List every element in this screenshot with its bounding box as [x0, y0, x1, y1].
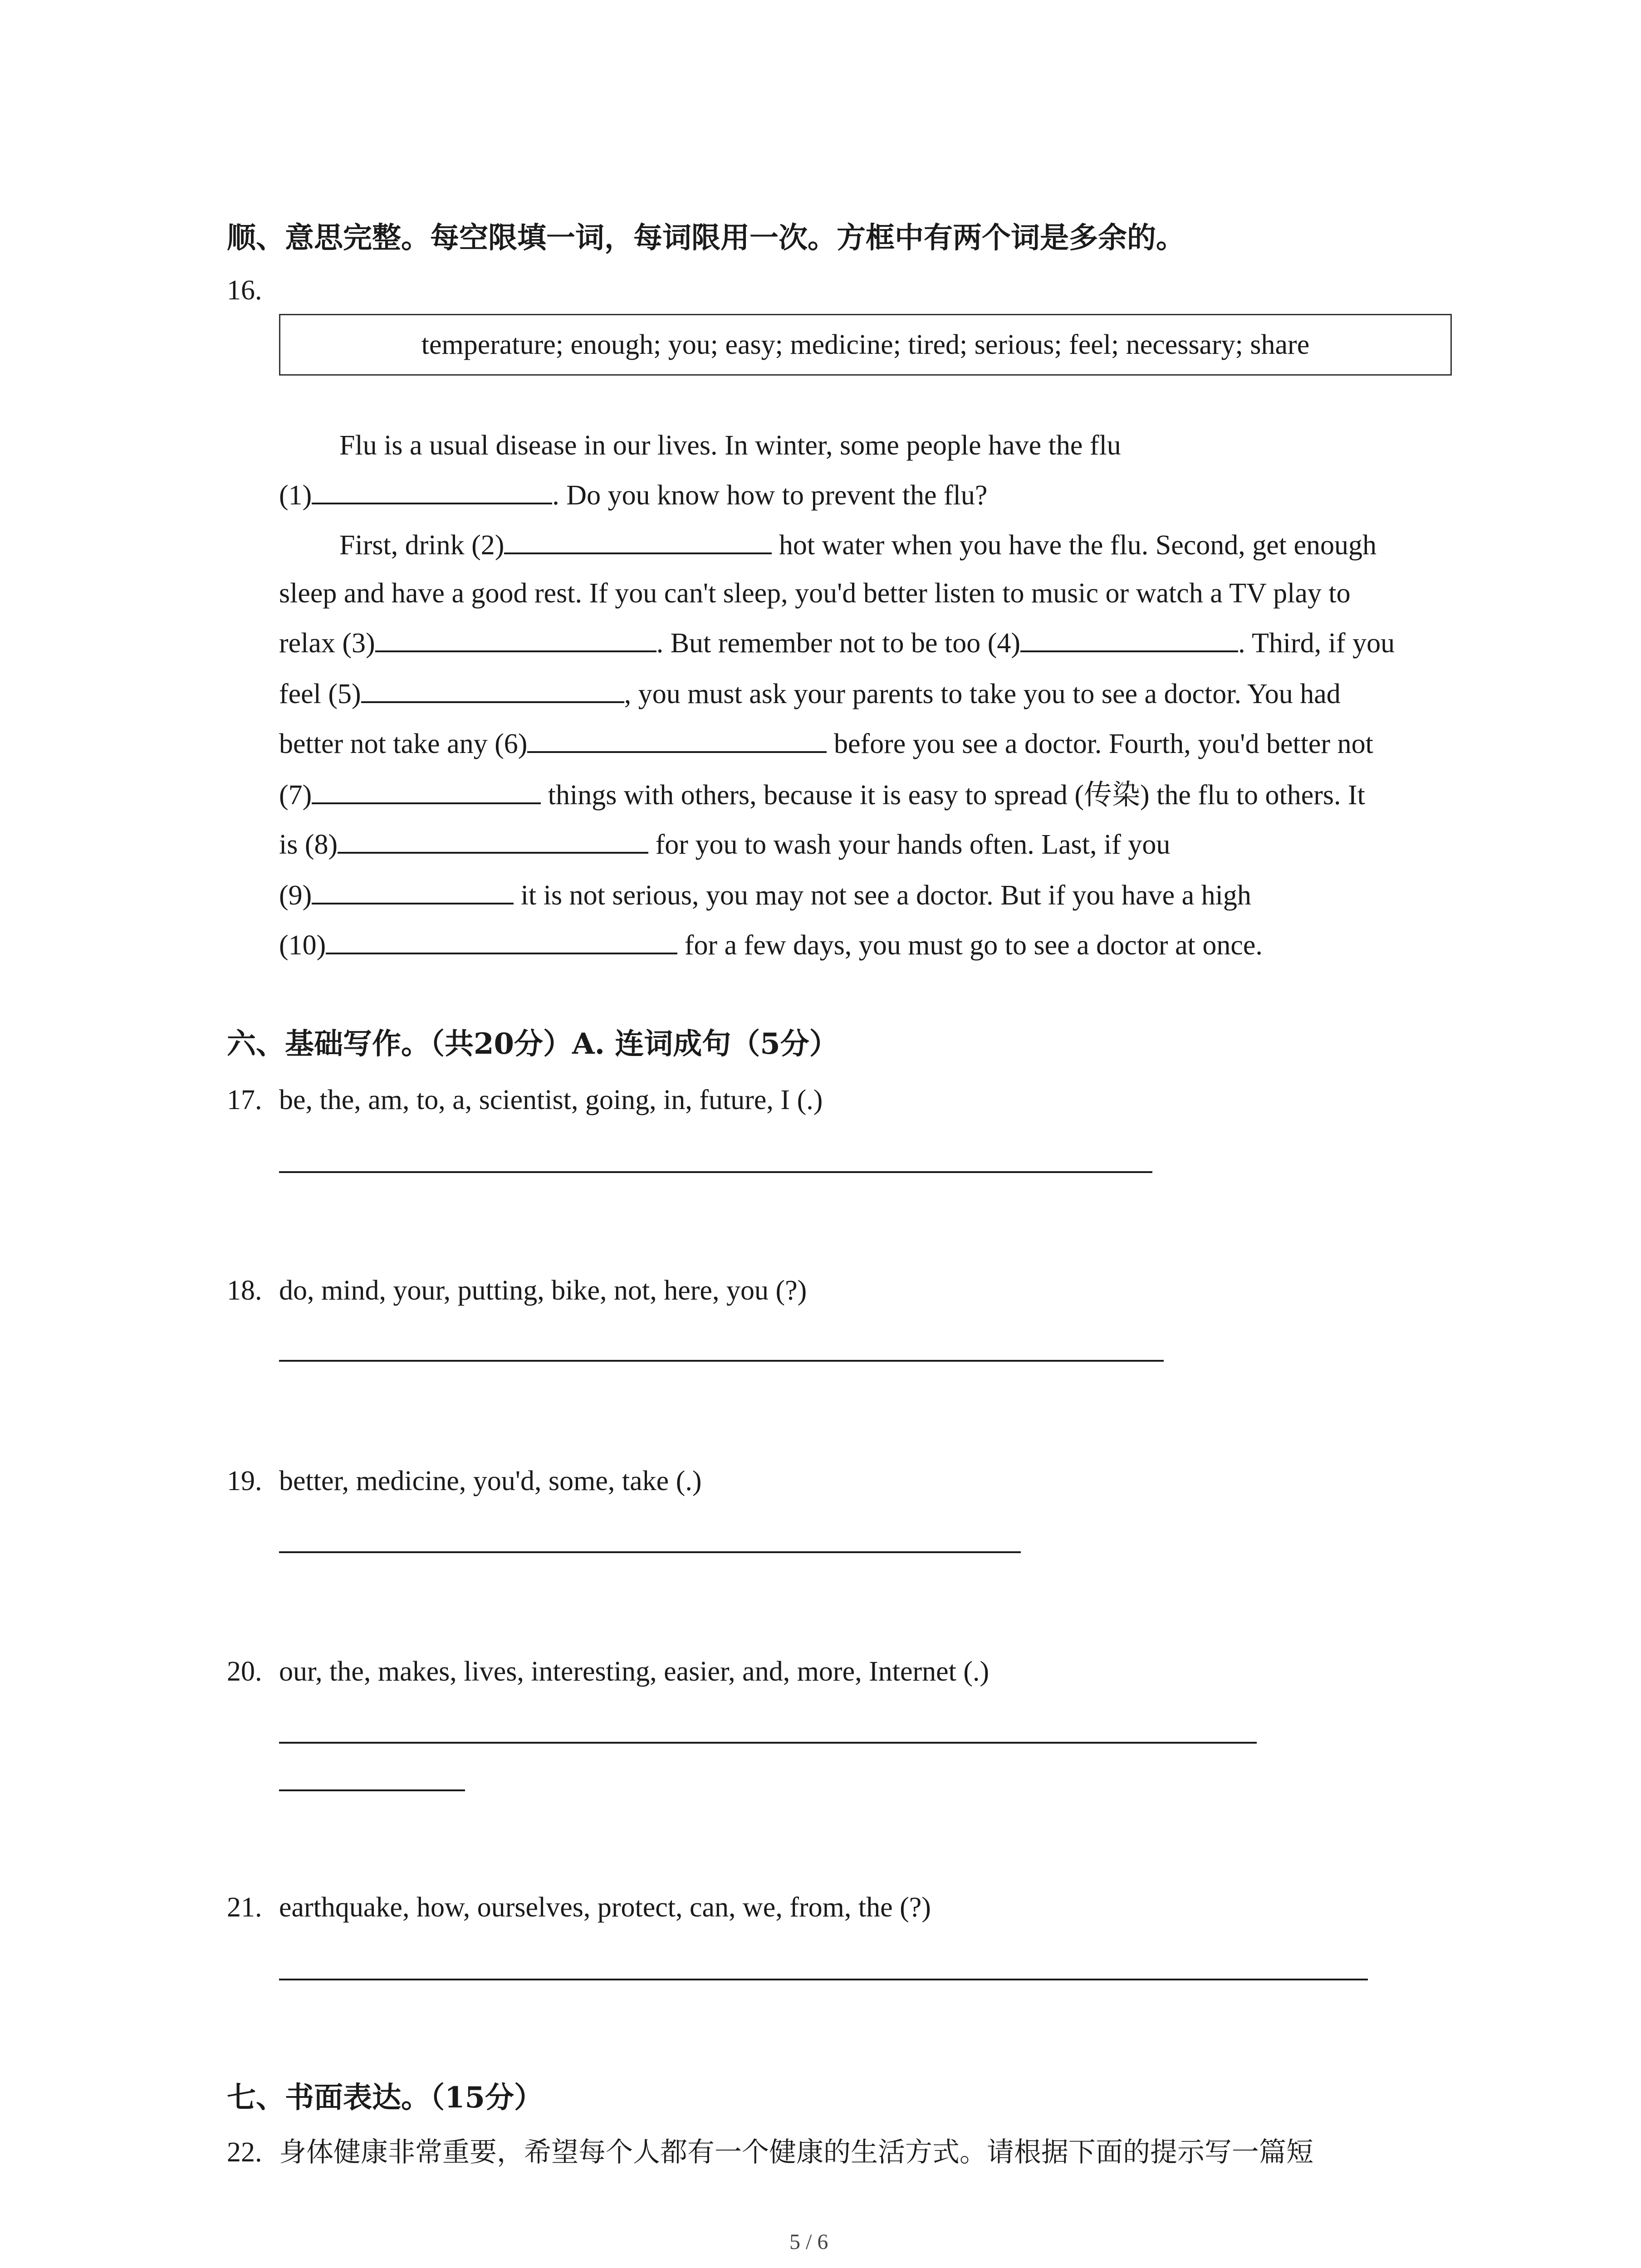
passage-line-4: sleep and have a good rest. If you can't sleep, you'd better listen to music or watch a TV play to — [279, 578, 1351, 609]
section-7-heading: 七、书面表达。（15分） — [227, 2081, 544, 2115]
blank-1[interactable] — [312, 477, 552, 504]
blank-3[interactable] — [375, 625, 656, 652]
blank-8[interactable] — [338, 826, 648, 854]
question-21-text: earthquake, how, ourselves, protect, can, we, from, the (?) — [279, 1892, 931, 1923]
passage-line-3: First, drink (2) hot water when you have the flu. Second, get enough — [339, 527, 1376, 563]
blank-4[interactable] — [1020, 625, 1238, 652]
passage-line-9: is (8) for you to wash your hands often. Last, if you — [279, 826, 1170, 863]
blank-2[interactable] — [504, 527, 772, 554]
answer-line-19[interactable] — [279, 1551, 1021, 1553]
answer-line-20a[interactable] — [279, 1742, 1257, 1744]
instruction-text: 顺、意思完整。每空限填一词，每词限用一次。方框中有两个词是多余的。 — [227, 221, 1185, 255]
passage-line-11: (10) for a few days, you must go to see a doctor at once. — [279, 927, 1263, 963]
page-number: 5 / 6 — [789, 2230, 828, 2254]
blank-5[interactable] — [361, 676, 624, 703]
word-box-text: temperature; enough; you; easy; medicine; tired; serious; feel; necessary; share — [421, 329, 1310, 360]
question-17-text: be, the, am, to, a, scientist, going, in, future, I (.) — [279, 1085, 823, 1115]
passage-line-1: Flu is a usual disease in our lives. In winter, some people have the flu — [339, 430, 1121, 461]
question-number-17: 17. — [227, 1085, 262, 1115]
question-number-18: 18. — [227, 1275, 262, 1306]
question-22-text: 身体健康非常重要，希望每个人都有一个健康的生活方式。请根据下面的提示写一篇短 — [279, 2136, 1313, 2168]
blank-6[interactable] — [527, 726, 827, 753]
answer-line-18[interactable] — [279, 1360, 1164, 1362]
blank-7[interactable] — [312, 777, 541, 804]
question-number-16: 16. — [227, 275, 262, 306]
question-number-22: 22. — [227, 2137, 262, 2168]
passage-line-10: (9) it is not serious, you may not see a doctor. But if you have a high — [279, 877, 1251, 914]
passage-line-7: better not take any (6) before you see a doctor. Fourth, you'd better not — [279, 726, 1373, 762]
question-number-19: 19. — [227, 1466, 262, 1496]
passage-line-8: (7) things with others, because it is easy to spread (传染) the flu to others. It — [279, 778, 1365, 811]
question-number-20: 20. — [227, 1656, 262, 1687]
passage-line-5: relax (3) . But remember not to be too (4) . Third, if you — [279, 625, 1395, 661]
question-19-text: better, medicine, you'd, some, take (.) — [279, 1466, 702, 1496]
question-18-text: do, mind, your, putting, bike, not, here, you (?) — [279, 1275, 807, 1306]
blank-9[interactable] — [312, 877, 514, 904]
answer-line-20b[interactable] — [279, 1789, 465, 1791]
section-6-heading: 六、基础写作。（共20分）A. 连词成句（5分） — [227, 1027, 838, 1061]
word-box — [279, 314, 1452, 376]
answer-line-21[interactable] — [279, 1979, 1368, 1980]
passage-line-6: feel (5) , you must ask your parents to take you to see a doctor. You had — [279, 676, 1341, 712]
answer-line-17[interactable] — [279, 1171, 1152, 1173]
passage-line-2: (1) . Do you know how to prevent the flu? — [279, 477, 987, 513]
question-20-text: our, the, makes, lives, interesting, easier, and, more, Internet (.) — [279, 1656, 989, 1687]
blank-10[interactable] — [326, 927, 677, 954]
question-number-21: 21. — [227, 1892, 262, 1923]
